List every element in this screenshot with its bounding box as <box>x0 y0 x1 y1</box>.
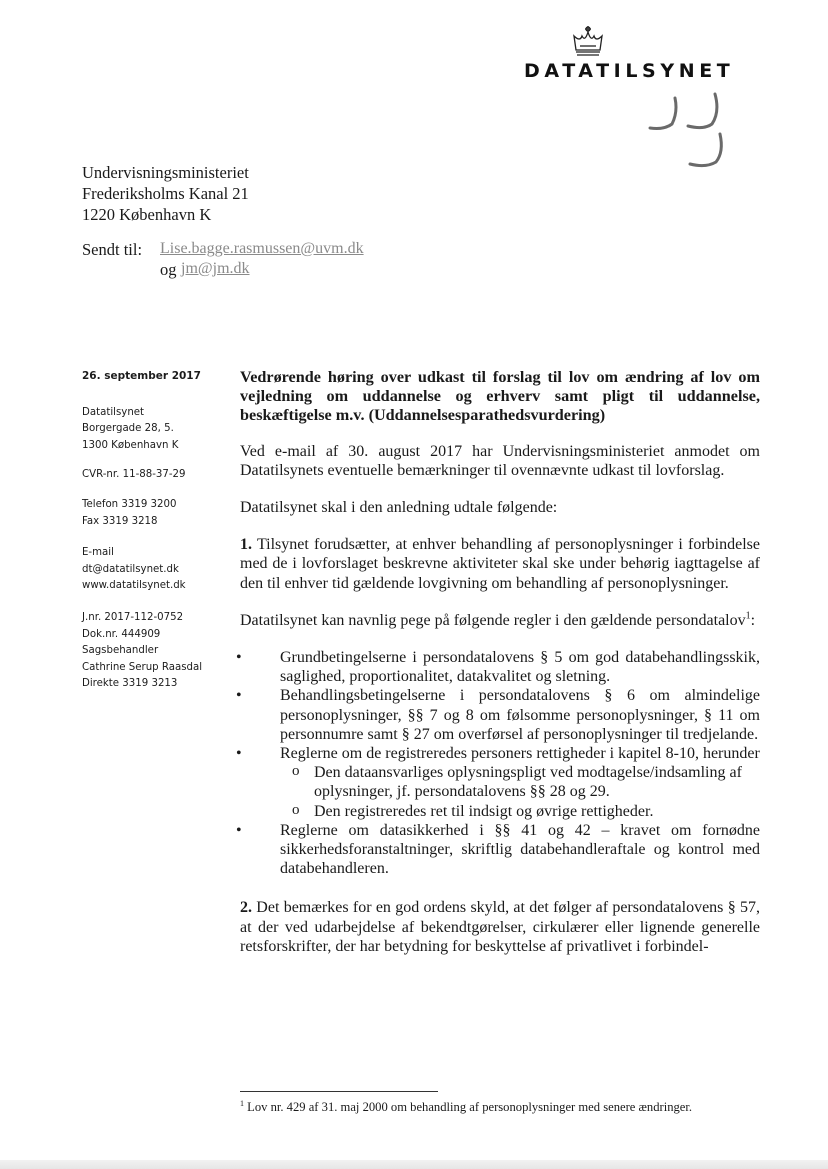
footnote-number: 1 <box>240 1098 244 1108</box>
recipient-street: Frederiksholms Kanal 21 <box>82 184 249 203</box>
footnote <box>240 1100 692 1115</box>
cvr-number: CVR-nr. 11-88-37-29 <box>82 469 186 481</box>
telefon: Telefon 3319 3200 <box>82 498 177 510</box>
sub-list <box>280 763 760 821</box>
footnote-divider <box>240 1091 438 1092</box>
list-item: • Reglerne om datasikkerhed i §§ 41 og 42 – kravet om fornødne sikkerhedsforanstaltninger, skriftlig databehandleraftale og kontrol med databehandleren. <box>240 821 760 879</box>
email-label: E-mail <box>82 547 114 559</box>
page-bottom-edge <box>0 1160 828 1169</box>
sub-list-item: o Den dataansvarliges oplysningspligt ved modtagelse/indsamling af oplysninger, jf. persondatalovens §§ 28 og 29. <box>280 763 760 801</box>
sender-street: Borgergade 28, 5. <box>82 423 174 435</box>
subject-heading: Vedrørende høring over udkast til forslag til lov om ændring af lov om vejledning om uddannelse og erhverv samt pligt til uddannelse, beskæftigelse m.v. (Uddannelsesparathedsvurdering) <box>240 368 760 425</box>
email-link-uvm[interactable]: Lise.bagge.rasmussen@uvm.dk <box>160 240 364 257</box>
sender-website[interactable]: www.datatilsynet.dk <box>82 580 186 592</box>
sender-city: 1300 København K <box>82 439 179 451</box>
list-item-text: Reglerne om de registreredes personers rettigheder i kapitel 8-10, herunder <box>280 745 760 763</box>
paragraph-number: 2. <box>240 899 252 917</box>
handwritten-initials <box>620 90 740 175</box>
recipient-city: 1220 København K <box>82 205 212 224</box>
sender-info-sidebar <box>82 368 232 693</box>
sub-list-item: o Den registreredes ret til indsigt og øvrige rettigheder. <box>280 802 760 821</box>
recipient-address <box>82 162 249 225</box>
letter-date: 26. september 2017 <box>82 370 201 382</box>
paragraph-rules-intro: Datatilsynet kan navnlig pege på følgende regler i den gældende persondatalov$^1$: <box>240 610 756 629</box>
list-item <box>240 744 760 821</box>
paragraph-intro: Ved e-mail af 30. august 2017 har Undervisningsministeriet anmodet om Datatilsynets eventuelle bemærkninger til ovennævnte udkast til lovforslag. <box>240 442 760 479</box>
letter-body <box>240 368 760 956</box>
paragraph-2 <box>240 898 760 956</box>
sender-org: Datatilsynet <box>82 406 145 418</box>
paragraph-1 <box>240 535 760 593</box>
rules-list <box>240 648 760 878</box>
logo-wordmark: DATATILSYNET <box>524 60 735 82</box>
sendt-til-label: Sendt til: <box>82 240 143 259</box>
footnote-ref[interactable]: 1 <box>745 610 751 622</box>
fax: Fax 3319 3218 <box>82 515 158 527</box>
og-label: og <box>160 260 177 279</box>
sender-email[interactable]: dt@datatilsynet.dk <box>82 563 179 575</box>
sagsbehandler-label: Sagsbehandler <box>82 645 159 657</box>
recipient-name: Undervisningsministeriet <box>82 163 249 182</box>
paragraph-text: Datatilsynet kan navnlig pege på følgende regler i den gældende persondatalov <box>240 611 746 629</box>
journal-number: J.nr. 2017-112-0752 <box>82 611 184 623</box>
paragraph-text: Det bemærkes for en god ordens skyld, at det følger af persondatalovens § 57, at der ved udarbejdelse af bekendtgørelser, cirkulærer eller lignende generelle retsforskrifter, der har betydning for beskyttelse af privatlivet i forbindel- <box>240 899 760 955</box>
email-link-jm[interactable]: jm@jm.dk <box>181 260 250 277</box>
paragraph-text: Tilsynet forudsætter, at enhver behandling af personoplysninger i forbindelse med de i lovforslaget beskrevne aktiviteter skal ske under behørig iagttagelse af den til enhver tid gældende lovgivning om behandling af personoplysninger. <box>240 536 760 592</box>
document-number: Dok.nr. 444909 <box>82 628 161 640</box>
crown-icon <box>568 24 608 58</box>
paragraph-statement: Datatilsynet skal i den anledning udtale følgende: <box>240 499 558 517</box>
sagsbehandler-name: Cathrine Serup Raasdal <box>82 661 203 673</box>
list-item: • Grundbetingelserne i persondatalovens § 5 om god databehandlingsskik, saglighed, proportionalitet, datakvalitet og sletning. <box>240 648 760 686</box>
paragraph-number: 1. <box>240 536 252 554</box>
list-item: • Behandlingsbetingelserne i persondatalovens § 6 om almindelige personoplysninger, §§ 7 og 8 om følsomme personoplysninger, § 11 om personnumre samt § 27 om overførsel af personoplysninger til tredjelande. <box>240 686 760 744</box>
direct-phone: Direkte 3319 3213 <box>82 678 178 690</box>
footnote-text: Lov nr. 429 af 31. maj 2000 om behandling af personoplysninger med senere ændringer. <box>247 1100 693 1114</box>
